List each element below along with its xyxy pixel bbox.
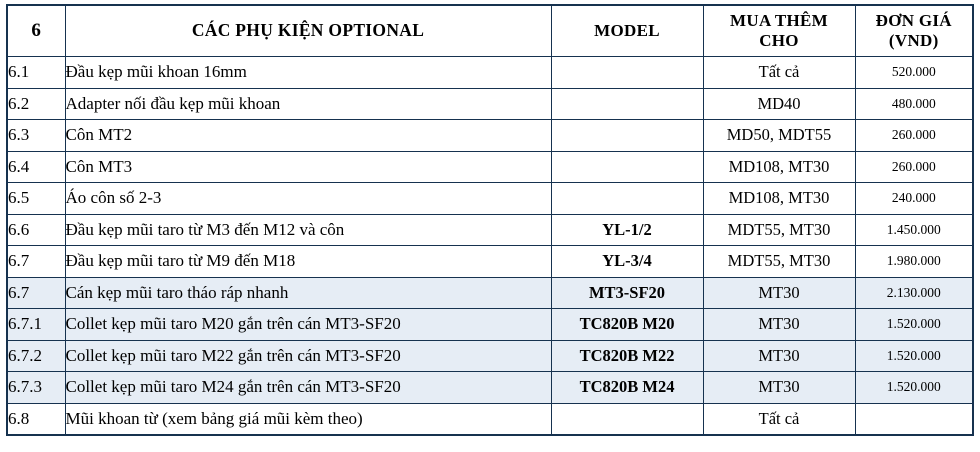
row-description: Adapter nối đầu kẹp mũi khoan (65, 88, 551, 120)
row-code: 6.3 (7, 120, 65, 152)
table-row (7, 246, 973, 278)
row-unit-price: 1.980.000 (855, 246, 973, 278)
row-buy-more-for: MDT55, MT30 (703, 246, 855, 278)
row-description: Cán kẹp mũi taro tháo ráp nhanh (65, 277, 551, 309)
row-model (551, 151, 703, 183)
row-description: Collet kẹp mũi taro M20 gắn trên cán MT3-SF20 (65, 309, 551, 341)
row-model: YL-3/4 (551, 246, 703, 278)
row-code: 6.8 (7, 403, 65, 435)
row-description: Áo côn số 2-3 (65, 183, 551, 215)
row-model (551, 120, 703, 152)
header-row (7, 5, 973, 57)
row-buy-more-for: MT30 (703, 372, 855, 404)
table-row (7, 151, 973, 183)
row-description: Collet kẹp mũi taro M24 gắn trên cán MT3-SF20 (65, 372, 551, 404)
row-description: Đầu kẹp mũi khoan 16mm (65, 57, 551, 89)
row-code: 6.7.1 (7, 309, 65, 341)
row-buy-more-for: Tất cả (703, 57, 855, 89)
row-buy-more-for: MT30 (703, 309, 855, 341)
row-model (551, 57, 703, 89)
table-row (7, 57, 973, 89)
row-model (551, 88, 703, 120)
header-model: MODEL (551, 5, 703, 57)
header-buy-more-for (703, 5, 855, 57)
row-unit-price: 1.520.000 (855, 309, 973, 341)
row-description: Đầu kẹp mũi taro từ M9 đến M18 (65, 246, 551, 278)
row-unit-price: 2.130.000 (855, 277, 973, 309)
table-body (7, 57, 973, 435)
row-unit-price: 260.000 (855, 151, 973, 183)
row-description: Côn MT3 (65, 151, 551, 183)
row-model: TC820B M20 (551, 309, 703, 341)
row-model: TC820B M24 (551, 372, 703, 404)
table-row (7, 277, 973, 309)
row-buy-more-for: MD108, MT30 (703, 151, 855, 183)
header-buy-more-for-line2: CHO (759, 31, 799, 50)
row-code: 6.7 (7, 246, 65, 278)
row-unit-price: 520.000 (855, 57, 973, 89)
header-unit-price (855, 5, 973, 57)
row-unit-price: 1.520.000 (855, 340, 973, 372)
table-row (7, 309, 973, 341)
table-row (7, 214, 973, 246)
header-code: 6 (7, 5, 65, 57)
row-code: 6.4 (7, 151, 65, 183)
row-description: Đầu kẹp mũi taro từ M3 đến M12 và côn (65, 214, 551, 246)
table-row (7, 372, 973, 404)
row-model: YL-1/2 (551, 214, 703, 246)
row-unit-price: 260.000 (855, 120, 973, 152)
row-model (551, 403, 703, 435)
row-unit-price: 480.000 (855, 88, 973, 120)
table-row (7, 183, 973, 215)
row-code: 6.7 (7, 277, 65, 309)
table-header (7, 5, 973, 57)
row-code: 6.7.2 (7, 340, 65, 372)
price-table-document (0, 4, 980, 452)
row-buy-more-for: MDT55, MT30 (703, 214, 855, 246)
row-buy-more-for: MD108, MT30 (703, 183, 855, 215)
row-code: 6.7.3 (7, 372, 65, 404)
row-model (551, 183, 703, 215)
row-model: TC820B M22 (551, 340, 703, 372)
row-code: 6.1 (7, 57, 65, 89)
header-unit-price-line1: ĐƠN GIÁ (875, 11, 952, 31)
row-unit-price: 1.450.000 (855, 214, 973, 246)
header-unit-price-line2: (VND) (888, 31, 939, 50)
row-description: Côn MT2 (65, 120, 551, 152)
row-buy-more-for: MD40 (703, 88, 855, 120)
row-code: 6.2 (7, 88, 65, 120)
row-description: Collet kẹp mũi taro M22 gắn trên cán MT3-SF20 (65, 340, 551, 372)
row-code: 6.5 (7, 183, 65, 215)
row-code: 6.6 (7, 214, 65, 246)
row-buy-more-for: MD50, MDT55 (703, 120, 855, 152)
row-description: Mũi khoan từ (xem bảng giá mũi kèm theo) (65, 403, 551, 435)
header-description: CÁC PHỤ KIỆN OPTIONAL (65, 5, 551, 57)
header-buy-more-for-line1: MUA THÊM (730, 11, 828, 31)
table-row (7, 403, 973, 435)
row-unit-price (855, 403, 973, 435)
row-unit-price: 1.520.000 (855, 372, 973, 404)
row-model: MT3-SF20 (551, 277, 703, 309)
table-row (7, 88, 973, 120)
optional-accessories-table (6, 4, 974, 436)
row-unit-price: 240.000 (855, 183, 973, 215)
row-buy-more-for: Tất cả (703, 403, 855, 435)
table-row (7, 340, 973, 372)
row-buy-more-for: MT30 (703, 340, 855, 372)
table-row (7, 120, 973, 152)
row-buy-more-for: MT30 (703, 277, 855, 309)
